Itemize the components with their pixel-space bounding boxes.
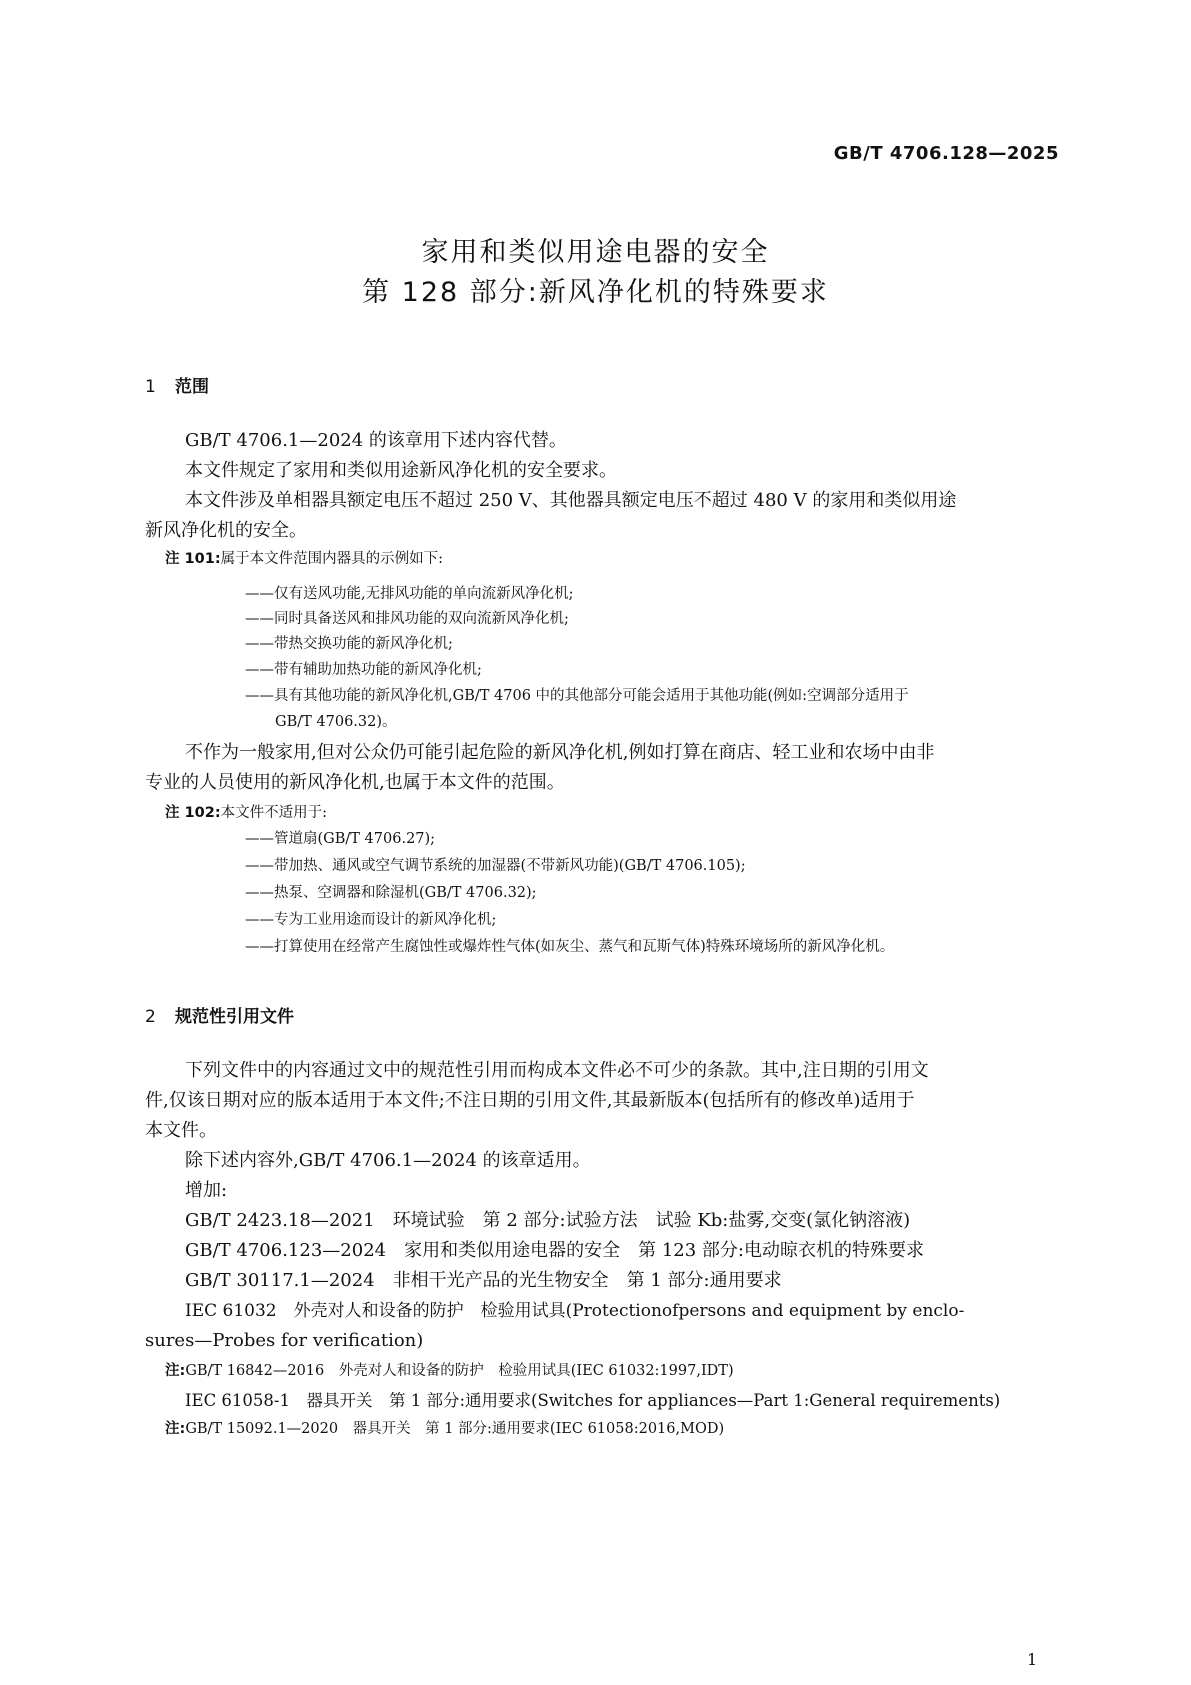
paragraph: 不作为一般家用,但对公众仍可能引起危险的新风净化机,例如打算在商店、轻工业和农场中由非 [185, 742, 935, 763]
reference-note [165, 1416, 724, 1442]
page-number: 1 [1027, 1650, 1038, 1669]
paragraph: GB/T 4706.1—2024 的该章用下述内容代替。 [185, 430, 567, 451]
note-text: GB/T 15092.1—2020 器具开关 第 1 部分:通用要求(IEC 61058:2016,MOD) [185, 1421, 725, 1437]
list-item-continuation: GB/T 4706.32)。 [275, 714, 397, 730]
list-item: ——管道扇(GB/T 4706.27); [245, 831, 436, 847]
reference-item: GB/T 4706.123—2024 家用和类似用途电器的安全 第 123 部分:电动晾衣机的特殊要求 [185, 1240, 924, 1261]
list-item: ——带有辅助加热功能的新风净化机; [245, 662, 482, 678]
reference-item: GB/T 30117.1—2024 非相干光产品的光生物安全 第 1 部分:通用要求 [185, 1270, 782, 1291]
list-item: ——带热交换功能的新风净化机; [245, 636, 453, 652]
list-item: ——具有其他功能的新风净化机,GB/T 4706 中的其他部分可能会适用于其他功能(例如:空调部分适用于 [245, 688, 909, 704]
section-1-heading [145, 372, 209, 397]
section-title: 规范性引用文件 [175, 1007, 294, 1027]
list-item: ——仅有送风功能,无排风功能的单向流新风净化机; [245, 586, 574, 602]
reference-item: IEC 61058-1 器具开关 第 1 部分:通用要求(Switches for appliances—Part 1:General requirements) [185, 1391, 1001, 1410]
paragraph: 下列文件中的内容通过文中的规范性引用而构成本文件必不可少的条款。其中,注日期的引用文 [185, 1060, 929, 1081]
list-item: ——打算使用在经常产生腐蚀性或爆炸性气体(如灰尘、蒸气和瓦斯气体)特殊环境场所的新风净化机。 [245, 939, 895, 955]
reference-item: IEC 61032 外壳对人和设备的防护 检验用试具(Protectionofpersons and equipment by enclo- [185, 1301, 965, 1321]
section-2-heading [145, 1002, 294, 1027]
paragraph: 增加: [185, 1180, 228, 1201]
paragraph-continuation: 本文件。 [145, 1120, 217, 1141]
note-text: GB/T 16842—2016 外壳对人和设备的防护 检验用试具(IEC 61032:1997,IDT) [185, 1363, 734, 1379]
list-item: ——专为工业用途而设计的新风净化机; [245, 912, 497, 928]
reference-item-continuation: sures—Probes for verification) [145, 1330, 424, 1351]
paragraph-continuation: 件,仅该日期对应的版本适用于本文件;不注日期的引用文件,其最新版本(包括所有的修改单)适用于 [145, 1090, 915, 1111]
standard-number: GB/T 4706.128—2025 [833, 143, 1059, 164]
reference-note [165, 1358, 734, 1384]
note-101 [165, 546, 443, 572]
paragraph: 除下述内容外,GB/T 4706.1—2024 的该章适用。 [185, 1150, 591, 1171]
reference-item: GB/T 2423.18—2021 环境试验 第 2 部分:试验方法 试验 Kb:盐雾,交变(氯化钠溶液) [185, 1210, 911, 1231]
section-number: 1 [145, 377, 156, 397]
paragraph-continuation: 新风净化机的安全。 [145, 520, 307, 541]
note-label: 注: [165, 1363, 186, 1379]
note-text: 属于本文件范围内器具的示例如下: [220, 551, 444, 567]
note-label: 注 101: [165, 551, 221, 567]
paragraph: 本文件涉及单相器具额定电压不超过 250 V、其他器具额定电压不超过 480 V 的家用和类似用途 [185, 490, 957, 511]
note-text: 本文件不适用于: [220, 805, 328, 821]
section-title: 范围 [175, 377, 209, 397]
document-subtitle: 第 128 部分:新风净化机的特殊要求 [362, 277, 829, 308]
document-title: 家用和类似用途电器的安全 [421, 237, 770, 268]
note-label: 注: [165, 1421, 186, 1437]
list-item: ——带加热、通风或空气调节系统的加湿器(不带新风功能)(GB/T 4706.105); [245, 858, 746, 874]
note-label: 注 102: [165, 805, 221, 821]
list-item: ——同时具备送风和排风功能的双向流新风净化机; [245, 611, 569, 627]
paragraph: 本文件规定了家用和类似用途新风净化机的安全要求。 [185, 460, 617, 481]
note-102 [165, 800, 327, 826]
paragraph-continuation: 专业的人员使用的新风净化机,也属于本文件的范围。 [145, 772, 565, 793]
section-number: 2 [145, 1007, 156, 1027]
list-item: ——热泵、空调器和除湿机(GB/T 4706.32); [245, 885, 537, 901]
